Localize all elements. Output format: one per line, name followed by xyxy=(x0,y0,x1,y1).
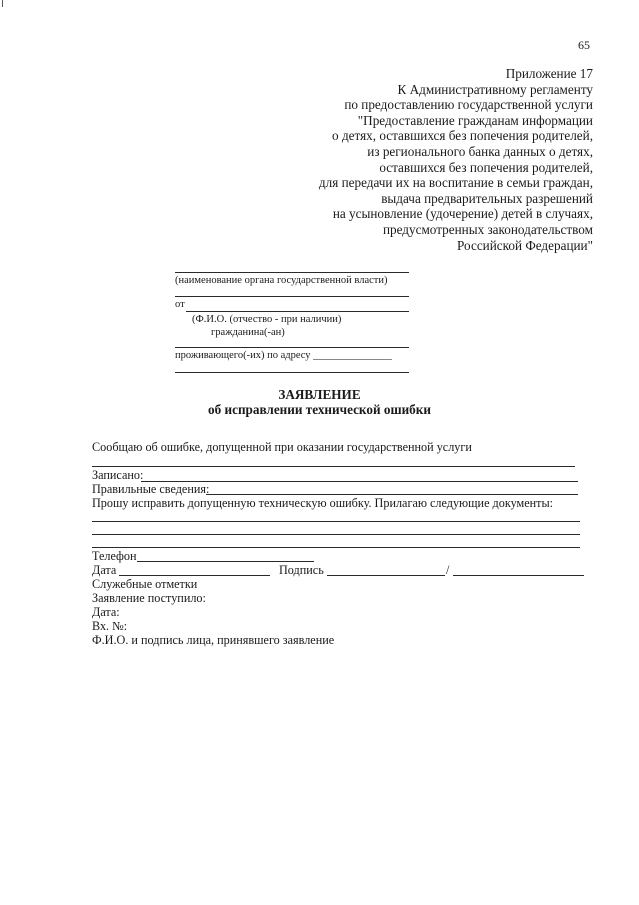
appendix-line: из регионального банка данных о детях, xyxy=(367,143,593,159)
signature-slash: / xyxy=(446,563,450,577)
appendix-line: Российской Федерации" xyxy=(457,237,593,253)
document-title: ЗАЯВЛЕНИЕ xyxy=(278,387,361,402)
incoming-number-label: Вх. №: xyxy=(92,619,128,633)
appendix-line: по предоставлению государственной услуги xyxy=(344,97,593,113)
page-number: 65 xyxy=(578,38,590,52)
intro-line xyxy=(92,466,575,467)
appendix-line: для передачи их на воспитание в семьи граждан, xyxy=(318,175,593,191)
appendix-line: на усыновление (удочерение) детей в случаях, xyxy=(332,206,593,222)
documents-line-3 xyxy=(92,547,580,548)
service-notes-label: Служебные отметки xyxy=(92,577,198,591)
correct-info-line xyxy=(206,494,578,495)
signature-label: Подпись xyxy=(279,563,324,577)
request-text: Прошу исправить допущенную техническую ошибку. Прилагаю следующие документы: xyxy=(92,496,554,510)
written-label: Записано: xyxy=(92,468,144,482)
appendix-line: о детях, оставшихся без попечения родителей, xyxy=(332,128,593,144)
appendix-line: К Административному регламенту xyxy=(397,81,593,97)
intro-text: Сообщаю об ошибке, допущенной при оказании государственной услуги xyxy=(92,440,472,454)
signature-line xyxy=(327,575,445,576)
date-line xyxy=(119,575,270,576)
address-label: проживающего(-их) по адресу _______________ xyxy=(175,350,392,361)
scan-edge-mark xyxy=(2,0,3,7)
correct-info-label: Правильные сведения: xyxy=(92,482,210,496)
appendix-line: Приложение 17 xyxy=(505,66,593,81)
authority-caption: (наименование органа государственной власти) xyxy=(175,275,388,286)
accepted-by-label: Ф.И.О. и подпись лица, принявшего заявление xyxy=(92,633,335,647)
phone-label: Телефон xyxy=(92,549,137,563)
document-subtitle: об исправлении технической ошибки xyxy=(208,402,431,417)
fio-caption: (Ф.И.О. (отчество - при наличии) xyxy=(192,314,342,325)
documents-line-2 xyxy=(92,534,580,535)
appendix-line: "Предоставление гражданам информации xyxy=(357,112,593,128)
appendix-line: выдача предварительных разрешений xyxy=(381,190,593,206)
signature-name-line xyxy=(453,575,584,576)
from-line xyxy=(186,311,409,312)
from-label: от xyxy=(175,299,185,310)
fio-line xyxy=(175,347,409,348)
authority-name-line-2 xyxy=(175,296,409,297)
fio-caption-citizen: гражданина(-ан) xyxy=(211,327,285,338)
documents-line-1 xyxy=(92,521,580,522)
appendix-header xyxy=(319,66,593,253)
authority-name-line xyxy=(175,272,409,273)
date-label: Дата xyxy=(92,563,117,577)
address-line xyxy=(175,372,409,373)
date2-label: Дата: xyxy=(92,605,120,619)
appendix-line: оставшихся без попечения родителей, xyxy=(379,159,593,175)
appendix-line: предусмотренных законодательством xyxy=(382,221,593,237)
received-label: Заявление поступило: xyxy=(92,591,206,605)
phone-line xyxy=(137,561,314,562)
